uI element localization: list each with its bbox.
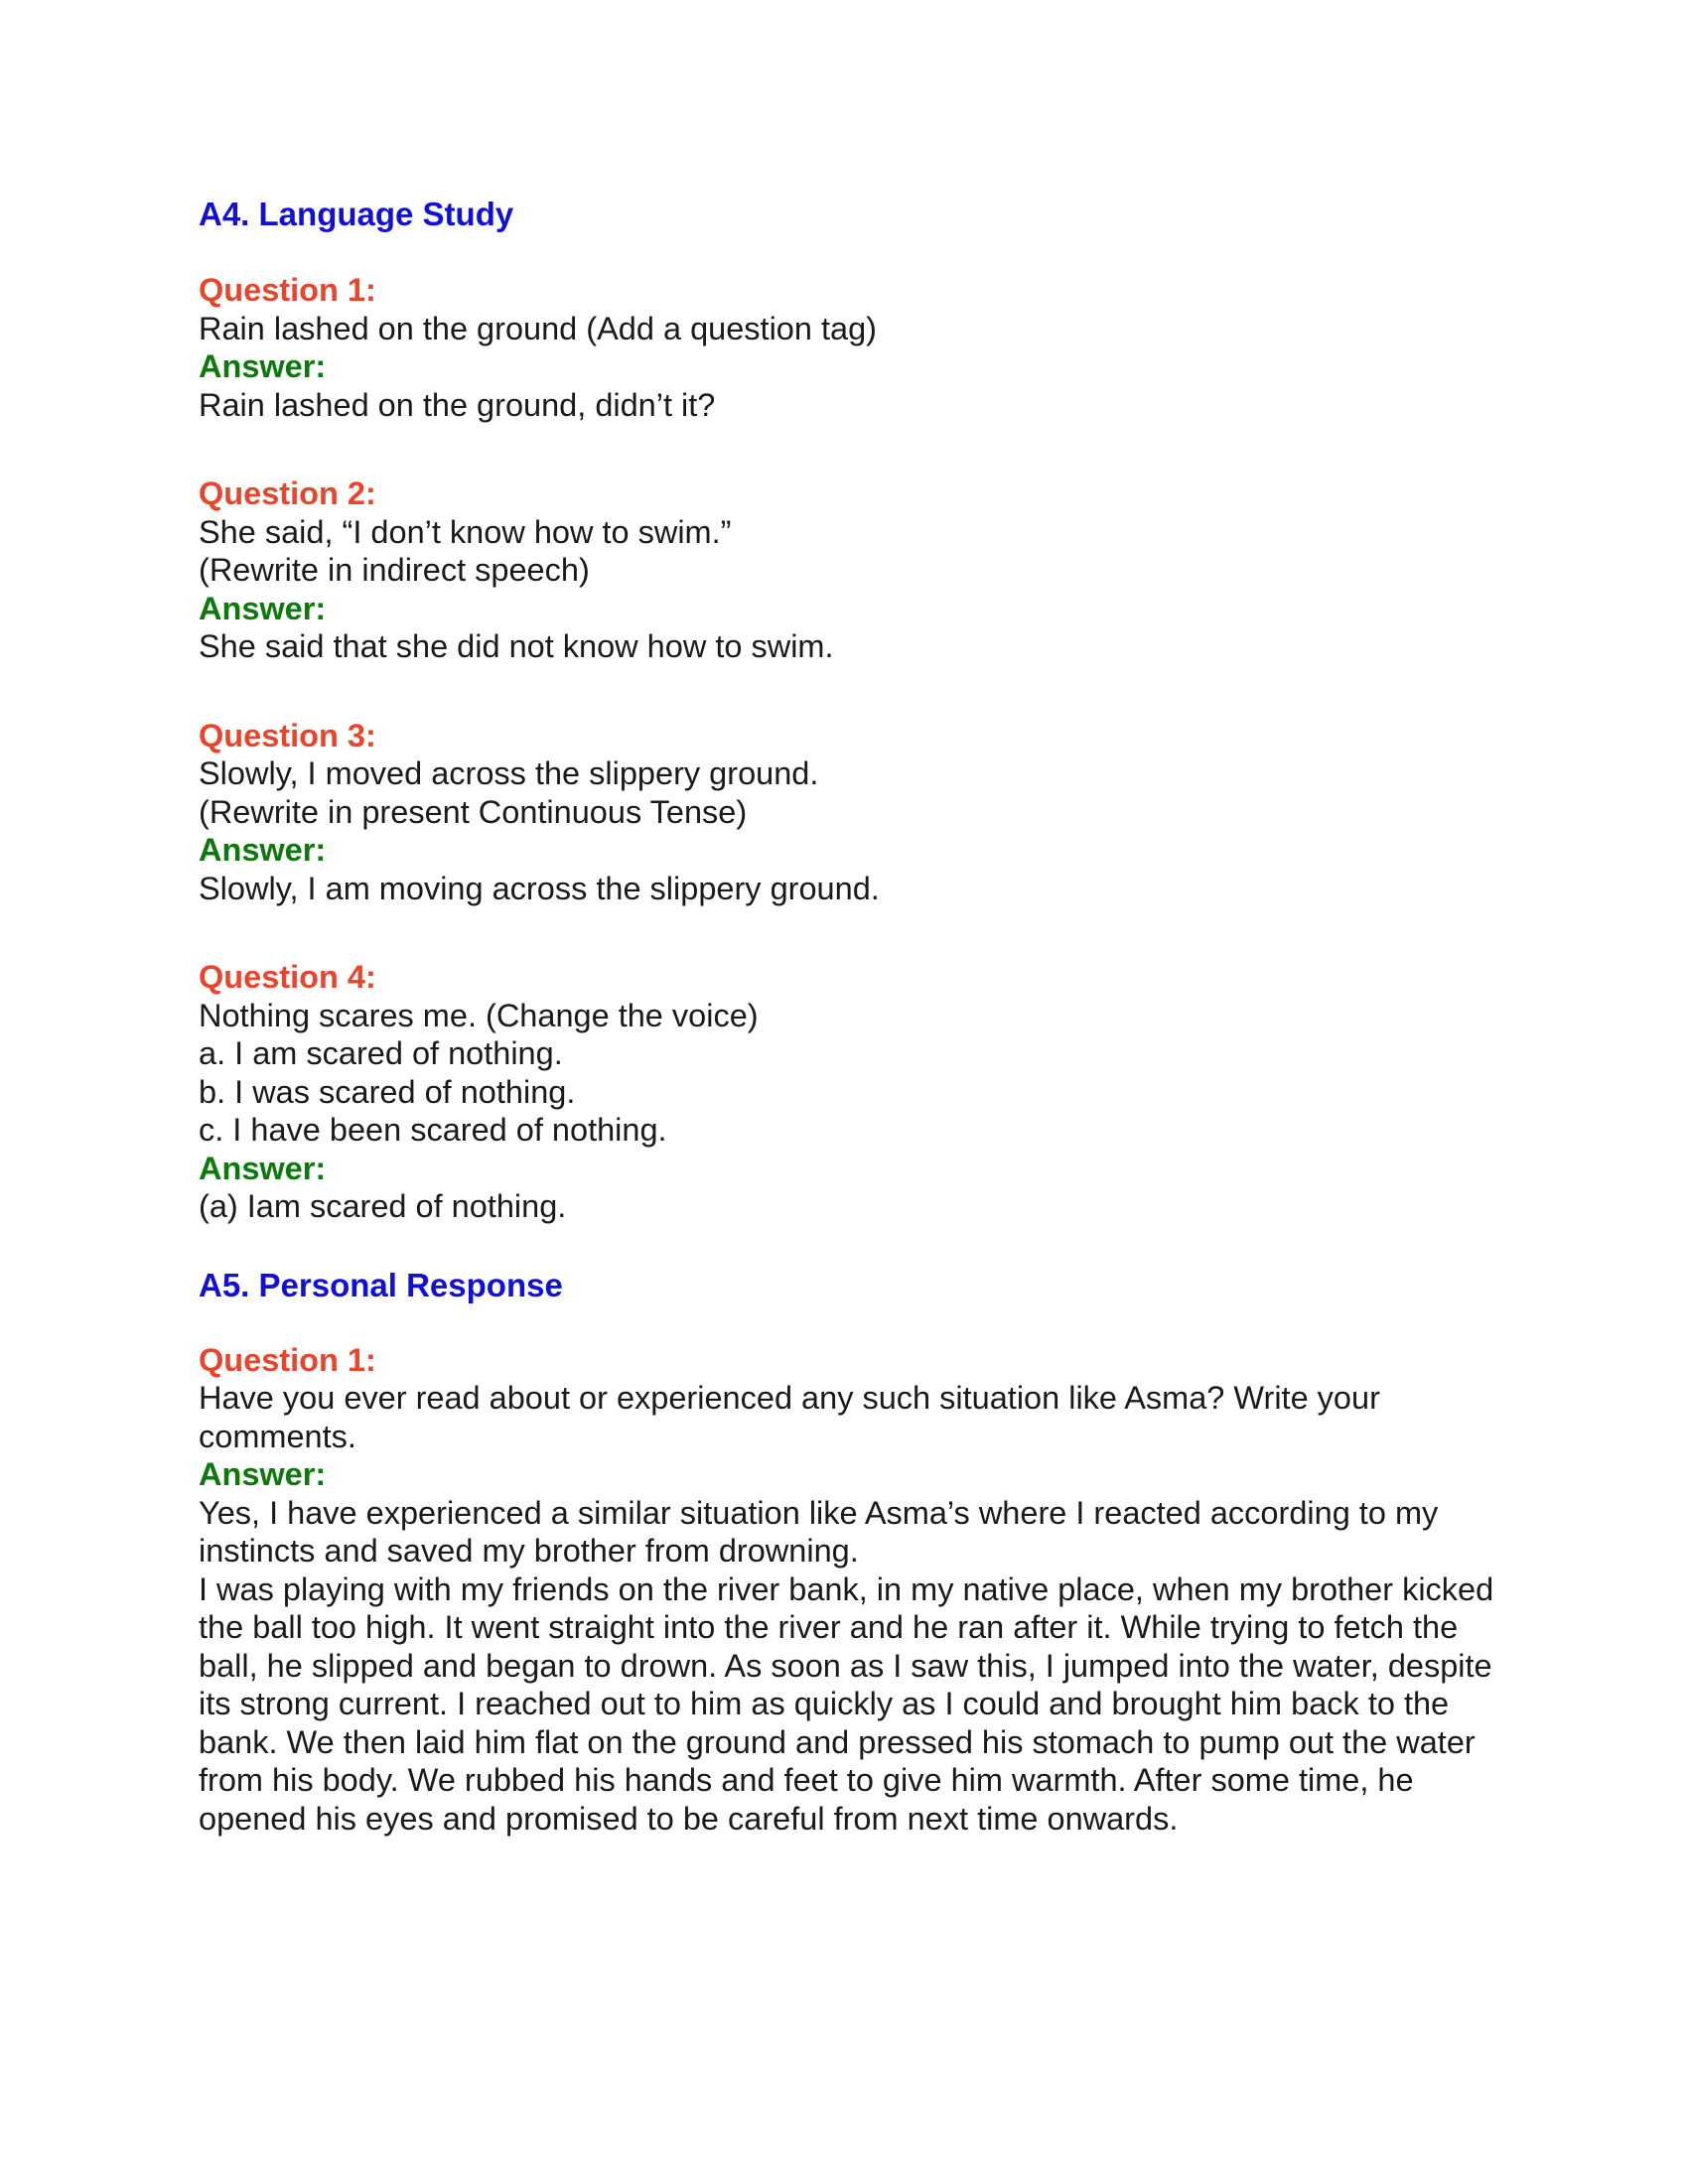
- answer-label: Answer:: [199, 832, 327, 868]
- question-label: Question 3:: [199, 717, 376, 753]
- question-block-3: [199, 717, 1509, 908]
- question-text: Have you ever read about or experienced any such situation like Asma? Write your comments.: [199, 1380, 1380, 1454]
- question-instruction: (Rewrite in present Continuous Tense): [199, 793, 748, 830]
- question-text: Rain lashed on the ground (Add a question tag): [199, 310, 877, 346]
- answer-text: Slowly, I am moving across the slippery ground.: [199, 870, 880, 906]
- answer-label: Answer:: [199, 348, 327, 384]
- option-a: a. I am scared of nothing.: [199, 1035, 563, 1071]
- question-block-1: [199, 271, 1509, 424]
- question-label: Question 1:: [199, 1341, 376, 1378]
- question-text: Slowly, I moved across the slippery ground.: [199, 755, 819, 791]
- question-label: Question 4:: [199, 959, 376, 995]
- question-block-4: [199, 958, 1509, 1226]
- answer-text: Rain lashed on the ground, didn’t it?: [199, 386, 716, 423]
- answer-label: Answer:: [199, 1456, 327, 1492]
- question-block-2: [199, 475, 1509, 666]
- answer-label: Answer:: [199, 590, 327, 626]
- question-label: Question 1:: [199, 272, 376, 308]
- answer-text: She said that she did not know how to swim.: [199, 628, 834, 664]
- answer-paragraph-1: Yes, I have experienced a similar situation like Asma’s where I reacted according to my instincts and saved my brother from drowning.: [199, 1494, 1439, 1569]
- question-label: Question 2:: [199, 476, 376, 511]
- question-instruction: (Rewrite in indirect speech): [199, 552, 590, 588]
- section-title-a5: A5. Personal Response: [199, 1266, 563, 1303]
- option-c: c. I have been scared of nothing.: [199, 1112, 667, 1148]
- option-b: b. I was scared of nothing.: [199, 1073, 576, 1110]
- section-title-a4: A4. Language Study: [199, 196, 514, 232]
- document-page: [199, 195, 1509, 1838]
- question-text: Nothing scares me. (Change the voice): [199, 997, 759, 1033]
- question-text: She said, “I don’t know how to swim.”: [199, 513, 732, 550]
- answer-label: Answer:: [199, 1150, 327, 1186]
- answer-text: (a) Iam scared of nothing.: [199, 1188, 567, 1224]
- answer-paragraph-2: I was playing with my friends on the river bank, in my native place, when my brother kicked the ball too high. It went straight into the river and he ran after it. While trying to fetch the ball, he slipped and began to drown. As soon as I saw this, I jumped into the water, despite its strong current. I reached out to him as quickly as I could and brought him back to the bank. We then laid him flat on the ground and pressed his stomach to pump out the water from his body. We rubbed his hands and feet to give him warmth. After some time, he opened his eyes and promised to be careful from next time onwards.: [199, 1570, 1494, 1837]
- question-block-5: [199, 1341, 1509, 1839]
